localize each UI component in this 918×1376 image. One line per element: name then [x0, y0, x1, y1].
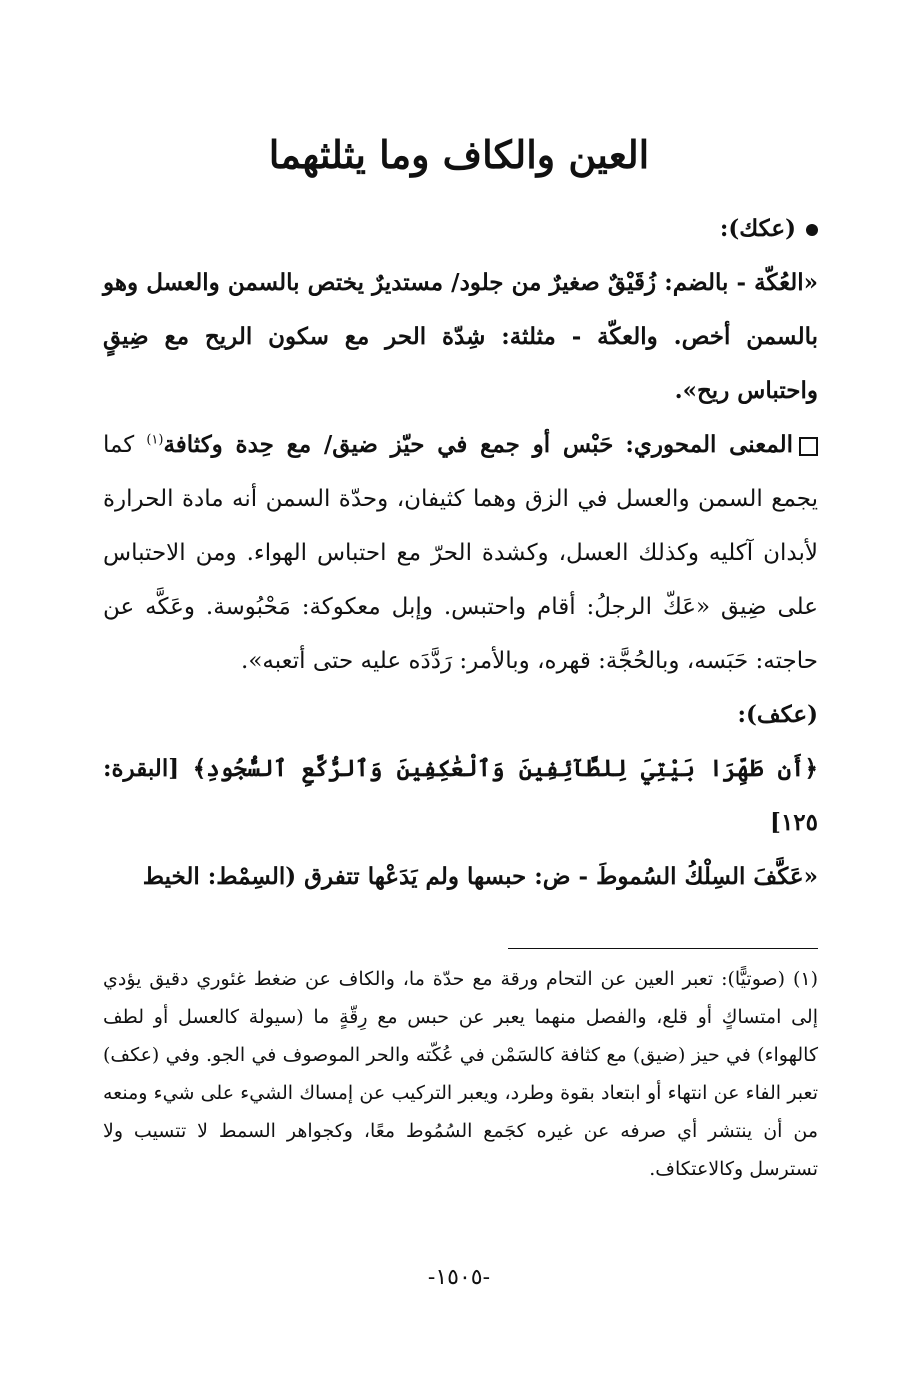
- quran-verse-line: [103, 742, 818, 850]
- quran-verse: ﴿أَن طَهِّرَا بَيْتِيَ لِلطَّآئِفِينَ وَٱلْعَٰكِفِينَ وَٱلرُّكَّعِ ٱلسُّجُودِ﴾: [192, 755, 819, 782]
- core-meaning-label: المعنى المحوري:: [625, 431, 794, 458]
- heading-akf-label: (عكف):: [737, 701, 818, 728]
- footnote-reference: (١): [146, 432, 164, 448]
- footnote-divider: [508, 948, 818, 949]
- definition-quote-akk: «العُكّة - بالضم: زُقَيْقٌ صغيرٌ من جلود/ مستديرٌ يختص بالسمن والعسل وهو بالسمن أخص. والعكّة - مثلثة: شِدّة الحر مع سكون الريح مع ضِيقٍ واحتباس ريح».: [103, 269, 818, 404]
- definition-quote-akf: «عَكَّفَ السِلْكُ السُموطَ - ض: حبسها ولم يَدَعْها تتفرق (السِمْط: الخيط: [142, 863, 818, 890]
- main-text: [103, 202, 818, 904]
- page-title: العين والكاف وما يثلثهما: [268, 132, 650, 177]
- bullet-icon: [806, 224, 818, 236]
- explanation-text: كما يجمع السمن والعسل في الزق وهما كثيفان، وحدّة السمن أنه مادة الحرارة لأبدان آكليه وكذلك العسل، وكشدة الحرّ مع احتباس الهواء. ومن الاحتباس على ضِيق «عَكّ الرجلُ: أقام واحتبس. وإبل معكوكة: مَحْبُوسة. وعَكَّه عن حاجته: حَبَسه، وبالحُجَّة: قهره، وبالأمر: رَدَّدَه عليه حتى أتعبه».: [103, 432, 818, 674]
- heading-akk-label: (عكك):: [719, 215, 796, 242]
- verse-reference: [البقرة: ١٢٥]: [103, 755, 818, 836]
- square-icon: [799, 437, 818, 456]
- section-heading-akf: [103, 688, 818, 742]
- page-number: -١٥٠٥-: [427, 1265, 491, 1290]
- core-meaning-text: حَبْس أو جمع في حيّز ضيق/ مع حِدة وكثافة: [163, 431, 614, 458]
- core-meaning-paragraph: [103, 418, 818, 688]
- footnote-text: (١) (صوتيًّا): تعبر العين عن التحام ورقة مع حدّة ما، والكاف عن ضغط غئوري دقيق يؤدي إلى امتساكٍ أو قلع، والفصل منهما يعبر عن حبس مع رِقّةٍ ما (سيولة كالعسل أو لطف كالهواء) في حيز (ضيق) مع كثافة كالسَمْن في عُكّته والحر الموصوف في الجو. وفي (عكف) تعبر الفاء عن انتهاء أو ابتعاد بقوة وطرد، ويعبر التركيب عن إمساك الشيء على شيء ومنعه من أن ينتشر أي صرفه عن غيره كجَمع السُمُوط معًا، وكجواهر السمط لا تتسيب ولا تسترسل وكالاعتكاف.: [103, 968, 818, 1180]
- section-heading-akk: [103, 202, 818, 256]
